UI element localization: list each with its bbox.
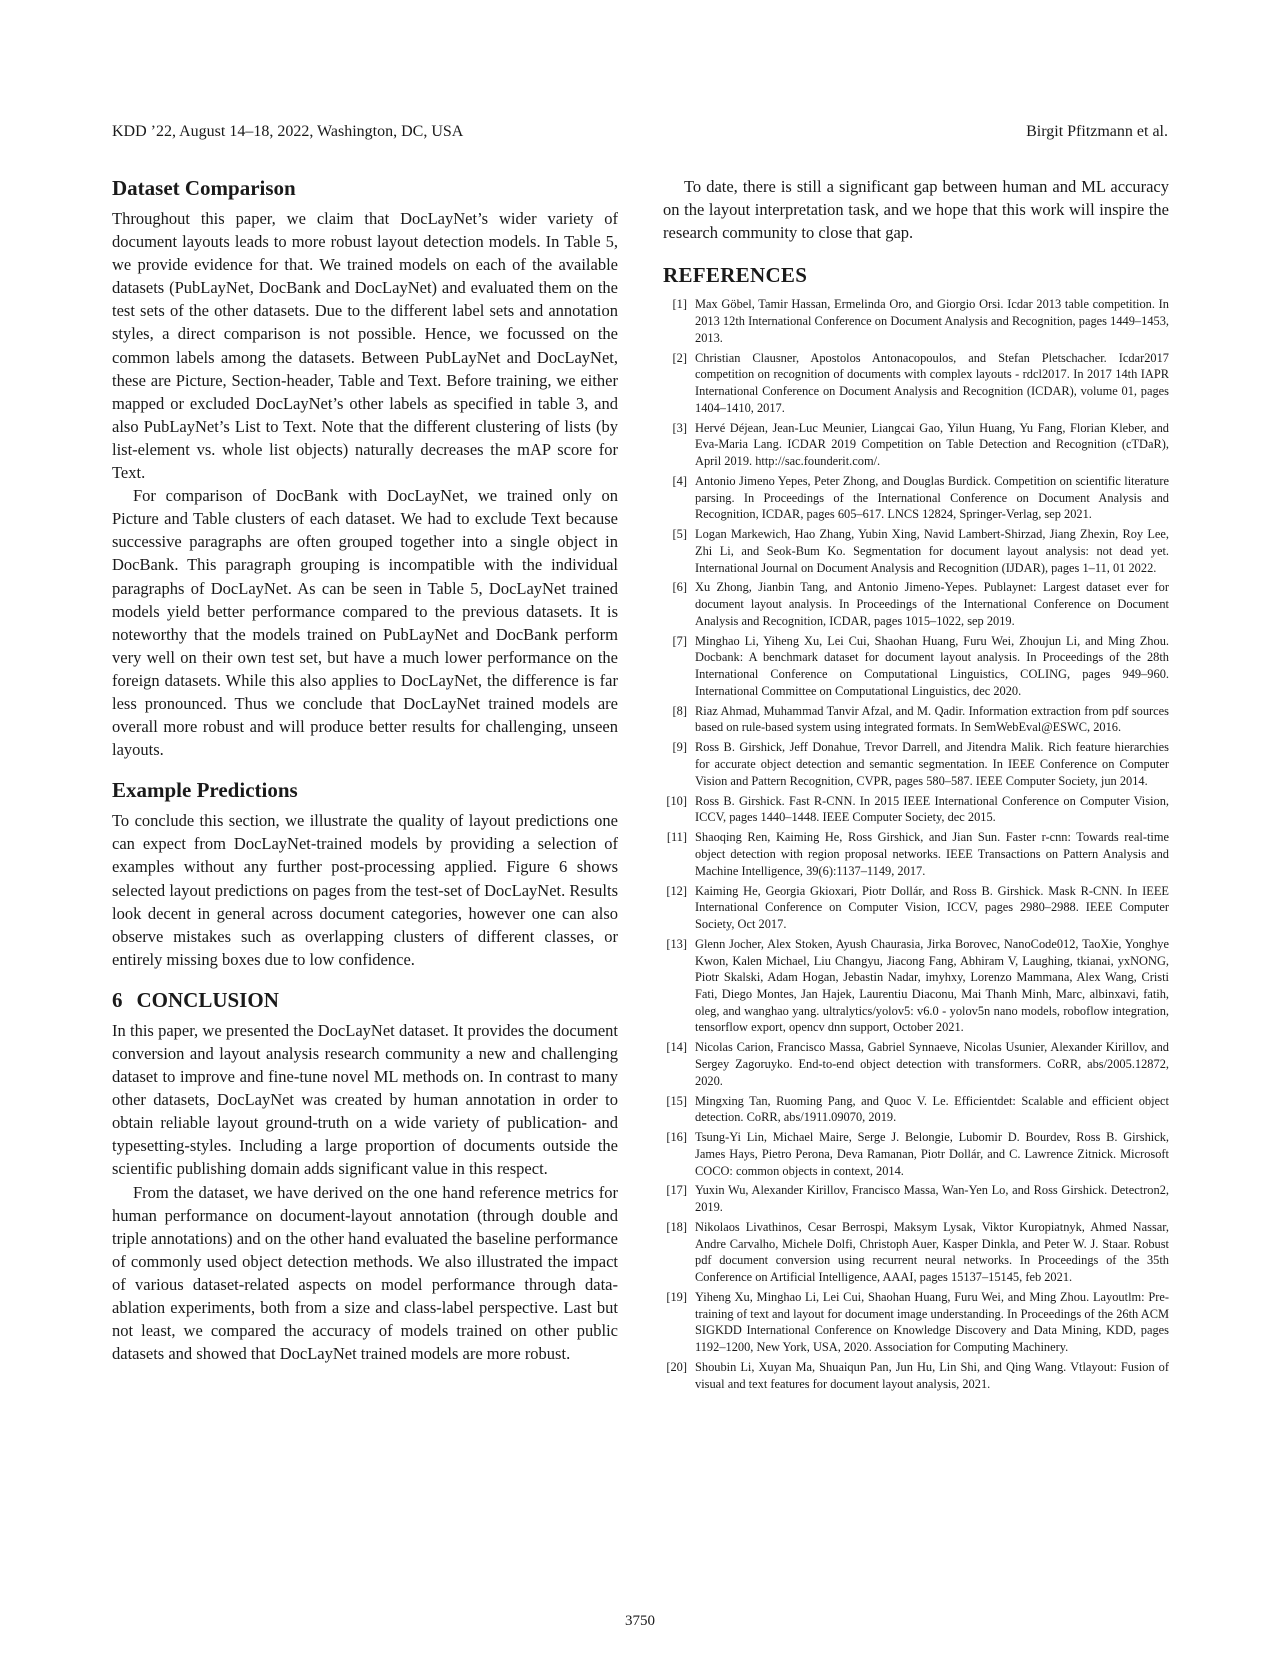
reference-number: [18] xyxy=(666,1220,687,1235)
reference-number: [6] xyxy=(672,580,687,595)
reference-item xyxy=(663,1359,1169,1392)
reference-text: Shoubin Li, Xuyan Ma, Shuaiqun Pan, Jun Hu, Lin Shi, and Qing Wang. Vtlayout: Fusion of visual and text features for document layout analysis, 2021. xyxy=(695,1360,1169,1391)
conclusion-section xyxy=(112,987,618,1365)
reference-number: [13] xyxy=(666,936,687,951)
reference-text: Hervé Déjean, Jean-Luc Meunier, Liangcai Gao, Yilun Huang, Yu Fang, Florian Kleber, and Eva-Maria Lang. ICDAR 2019 Competition on Table Detection and Recognition (cTDaR), April 2019. http://sac.founderit.com/. xyxy=(695,420,1169,468)
reference-number: [10] xyxy=(666,793,687,808)
reference-item xyxy=(663,296,1169,346)
reference-number: [4] xyxy=(672,473,687,488)
reference-item xyxy=(663,420,1169,470)
reference-item xyxy=(663,829,1169,879)
reference-number: [5] xyxy=(672,527,687,542)
dataset-comparison-paragraph-1: Throughout this paper, we claim that DocLayNet’s wider variety of document layouts leads to more robust layout detection models. In Table 5, we provide evidence for that. We trained models on each of the available datasets (PubLayNet, DocBank and DocLayNet) and evaluated them on the test sets of the other datasets. Due to the different label sets and annotation styles, a direct comparison is not possible. Hence, we focussed on the common labels among the datasets. Between PubLayNet and DocLayNet, these are Picture, Section-header, Table and Text. Before training, we either mapped or excluded DocLayNet’s other labels as specified in table 3, and also PubLayNet’s List to Text. Note that the different clustering of lists (by list-element vs. whole list objects) naturally decreases the mAP score for Text. xyxy=(112,209,618,483)
reference-item xyxy=(663,633,1169,700)
reference-text: Max Göbel, Tamir Hassan, Ermelinda Oro, and Giorgio Orsi. Icdar 2013 table competition. In 2013 12th International Conference on Document Analysis and Recognition, pages 1449–1453, 2013. xyxy=(695,297,1169,345)
reference-item xyxy=(663,936,1169,1036)
example-predictions-section xyxy=(112,777,618,971)
reference-number: [20] xyxy=(666,1360,687,1375)
reference-text: Ross B. Girshick. Fast R-CNN. In 2015 IEEE International Conference on Computer Vision, ICCV, pages 1440–1448. IEEE Computer Society, dec 2015. xyxy=(695,793,1169,825)
reference-text: Yiheng Xu, Minghao Li, Lei Cui, Shaohan Huang, Furu Wei, and Ming Zhou. Layoutlm: Pre-training of text and layout for document image understanding. In Proceedings of the 26th ACM SIGKDD International Conference on Knowledge Discovery and Data Mining, KDD, pages 1192–1200, New York, USA, 2020. Association for Computing Machinery. xyxy=(695,1290,1169,1355)
reference-text: Nikolaos Livathinos, Cesar Berrospi, Maksym Lysak, Viktor Kuropiatnyk, Ahmed Nassar, Andre Carvalho, Michele Dolfi, Christoph Auer, Kasper Dinkla, and Peter W. J. Staar. Robust pdf document conversion using recurrent neural networks. In Proceedings of the 35th Conference on Artificial Intelligence, AAAI, pages 15137–15145, feb 2021. xyxy=(695,1220,1169,1285)
reference-text: Shaoqing Ren, Kaiming He, Ross Girshick, and Jian Sun. Faster r-cnn: Towards real-time object detection with region proposal networks. IEEE Transactions on Pattern Analysis and Machine Intelligence, 39(6):1137–1149, 2017. xyxy=(695,830,1169,878)
reference-text: Nicolas Carion, Francisco Massa, Gabriel Synnaeve, Nicolas Usunier, Alexander Kirillov, and Sergey Zagoruyko. End-to-end object detection with transformers. CoRR, abs/2005.12872, 2020. xyxy=(695,1040,1169,1088)
reference-number: [15] xyxy=(666,1093,687,1108)
reference-text: Minghao Li, Yiheng Xu, Lei Cui, Shaohan Huang, Furu Wei, Zhoujun Li, and Ming Zhou. Docbank: A benchmark dataset for document layout analysis. In Proceedings of the 28th International Conference on Computational Linguistics, COLING, pages 949–960. International Committee on Computational Linguistics, dec 2020. xyxy=(695,633,1169,698)
reference-text: Christian Clausner, Apostolos Antonacopoulos, and Stefan Pletschacher. Icdar2017 competition on recognition of documents with complex layouts - rdcl2017. In 2017 14th IAPR International Conference on Document Analysis and Recognition (ICDAR), volume 01, pages 1404–1410, 2017. xyxy=(695,350,1169,415)
running-header-venue: KDD ’22, August 14–18, 2022, Washington, DC, USA xyxy=(112,123,464,140)
reference-text: Glenn Jocher, Alex Stoken, Ayush Chaurasia, Jirka Borovec, NanoCode012, TaoXie, Yonghye Kwon, Kalen Michael, Liu Changyu, Jiacong Fang, Abhiram V, Laughing, tkianai, yxNONG, Piotr Skalski, Adam Hogan, Jebastin Nadar, imyhxy, Lorenzo Mammana, Alex Wang, Cristi Fati, Diego Montes, Jan Hajek, Laurentiu Diaconu, Mai Thanh Minh, Marc, albinxavi, fatih, oleg, and wanghao yang. ultralytics/yolov5: v6.0 - yolov5n nano models, roboflow integration, tensorflow export, opencv dnn support, October 2021. xyxy=(695,936,1169,1035)
reference-text: Kaiming He, Georgia Gkioxari, Piotr Dollár, and Ross B. Girshick. Mask R-CNN. In IEEE International Conference on Computer Vision, ICCV, pages 2980–2988. IEEE Computer Society, Oct 2017. xyxy=(695,883,1169,931)
dataset-comparison-section xyxy=(112,175,618,761)
reference-number: [16] xyxy=(666,1130,687,1145)
reference-number: [19] xyxy=(666,1290,687,1305)
reference-item xyxy=(663,1039,1169,1089)
conclusion-heading xyxy=(112,987,618,1013)
dataset-comparison-paragraph-2: For comparison of DocBank with DocLayNet, we trained only on Picture and Table clusters of each dataset. We had to exclude Text because successive paragraphs are often grouped together into a single object in DocBank. This paragraph grouping is incompatible with the individual paragraphs of DocLayNet. As can be seen in Table 5, DocLayNet trained models yield better performance compared to the previous datasets. It is noteworthy that the models trained on PubLayNet and DocBank perform very well on their own test set, but have a much lower performance on the foreign datasets. While this also applies to DocLayNet, the difference is far less pronounced. Thus we conclude that DocLayNet trained models are overall more robust and will produce better results for challenging, unseen layouts. xyxy=(112,486,618,760)
reference-number: [12] xyxy=(666,883,687,898)
reference-number: [1] xyxy=(672,297,687,312)
conclusion-paragraph-1: In this paper, we presented the DocLayNet dataset. It provides the document conversion and layout analysis research community a new and challenging dataset to improve and fine-tune novel ML methods on. In contrast to many other datasets, DocLayNet was created by human annotation in order to obtain reliable layout ground-truth on a wide variety of publication- and typesetting-styles. Including a large proportion of documents outside the scientific publishing domain adds significant value in this respect. xyxy=(112,1020,618,1179)
reference-number: [14] xyxy=(666,1040,687,1055)
reference-item xyxy=(663,350,1169,417)
reference-text: Antonio Jimeno Yepes, Peter Zhong, and Douglas Burdick. Competition on scientific literature parsing. In Proceedings of the International Conference on Document Analysis and Recognition, ICDAR, pages 605–617. LNCS 12824, Springer-Verlag, sep 2021. xyxy=(695,473,1169,522)
reference-item xyxy=(663,793,1169,826)
dataset-comparison-heading: Dataset Comparison xyxy=(112,176,296,200)
reference-text: Mingxing Tan, Ruoming Pang, and Quoc V. Le. Efficientdet: Scalable and efficient object detection. CoRR, abs/1911.09070, 2019. xyxy=(695,1093,1169,1125)
reference-item xyxy=(663,1129,1169,1179)
reference-text: Tsung-Yi Lin, Michael Maire, Serge J. Belongie, Lubomir D. Bourdev, Ross B. Girshick, James Hays, Pietro Perona, Deva Ramanan, Piotr Dollár, and C. Lawrence Zitnick. Microsoft COCO: common objects in context, 2014. xyxy=(695,1130,1169,1178)
reference-item xyxy=(663,1182,1169,1215)
right-column xyxy=(663,175,1169,1396)
reference-text: Riaz Ahmad, Muhammad Tanvir Afzal, and M. Qadir. Information extraction from pdf sources based on rule-based system using integrated formats. In SemWebEval@ESWC, 2016. xyxy=(695,703,1169,735)
reference-item xyxy=(663,739,1169,789)
example-predictions-paragraph: To conclude this section, we illustrate the quality of layout predictions one can expect from DocLayNet-trained models by providing a selection of examples without any further post-processing applied. Figure 6 shows selected layout predictions on pages from the test-set of DocLayNet. Results look decent in general across document categories, however one can also observe mistakes such as overlapping clusters of different classes, or entirely missing boxes due to low confidence. xyxy=(112,811,618,969)
conclusion-paragraph-2: From the dataset, we have derived on the one hand reference metrics for human performance on document-layout annotation (through double and triple annotations) and on the other hand evaluated the baseline performance of commonly used object detection methods. We also illustrated the impact of various dataset-related aspects on model performance through data-ablation experiments, both from a size and class-label perspective. Last but not least, we compared the accuracy of models trained on other public datasets and showed that DocLayNet trained models are more robust. xyxy=(112,1182,618,1364)
reference-item xyxy=(663,1093,1169,1126)
running-header-authors: Birgit Pfitzmann et al. xyxy=(1026,123,1168,140)
reference-item xyxy=(663,579,1169,629)
conclusion-title: CONCLUSION xyxy=(136,987,279,1012)
references-heading: REFERENCES xyxy=(663,263,808,288)
reference-number: [11] xyxy=(666,830,687,845)
reference-item xyxy=(663,1289,1169,1356)
example-predictions-heading: Example Predictions xyxy=(112,778,298,803)
reference-number: [2] xyxy=(672,350,687,365)
references-list xyxy=(663,296,1169,1392)
reference-item xyxy=(663,703,1169,736)
reference-item xyxy=(663,526,1169,576)
reference-number: [8] xyxy=(672,703,687,718)
reference-text: Xu Zhong, Jianbin Tang, and Antonio Jimeno-Yepes. Publaynet: Largest dataset ever for document layout analysis. In Proceedings of the International Conference on Document Analysis and Recognition, ICDAR, pages 1015–1022, sep 2019. xyxy=(695,580,1169,628)
reference-item xyxy=(663,473,1169,523)
reference-number: [17] xyxy=(666,1183,687,1198)
reference-number: [9] xyxy=(672,740,687,755)
reference-item xyxy=(663,883,1169,933)
reference-number: [3] xyxy=(672,420,687,435)
reference-text: Logan Markewich, Hao Zhang, Yubin Xing, Navid Lambert-Shirzad, Jiang Zhexin, Roy Lee, Zhi Li, and Seok-Bum Ko. Segmentation for document layout analysis: not dead yet. International Journal on Document Analysis and Recognition (IJDAR), pages 1–11, 01 2022. xyxy=(695,527,1169,575)
reference-text: Ross B. Girshick, Jeff Donahue, Trevor Darrell, and Jitendra Malik. Rich feature hierarchies for accurate object detection and semantic segmentation. In IEEE Conference on Computer Vision and Pattern Recognition, CVPR, pages 580–587. IEEE Computer Society, jun 2014. xyxy=(695,740,1169,788)
left-column xyxy=(112,175,618,1365)
closing-paragraph: To date, there is still a significant gap between human and ML accuracy on the layout interpretation task, and we hope that this work will inspire the research community to close that gap. xyxy=(663,177,1169,243)
reference-text: Yuxin Wu, Alexander Kirillov, Francisco Massa, Wan-Yen Lo, and Ross Girshick. Detectron2, 2019. xyxy=(695,1183,1169,1215)
conclusion-number: 6 xyxy=(112,987,123,1012)
reference-item xyxy=(663,1219,1169,1286)
page-number: 3750 xyxy=(625,1613,655,1629)
reference-number: [7] xyxy=(672,633,687,648)
